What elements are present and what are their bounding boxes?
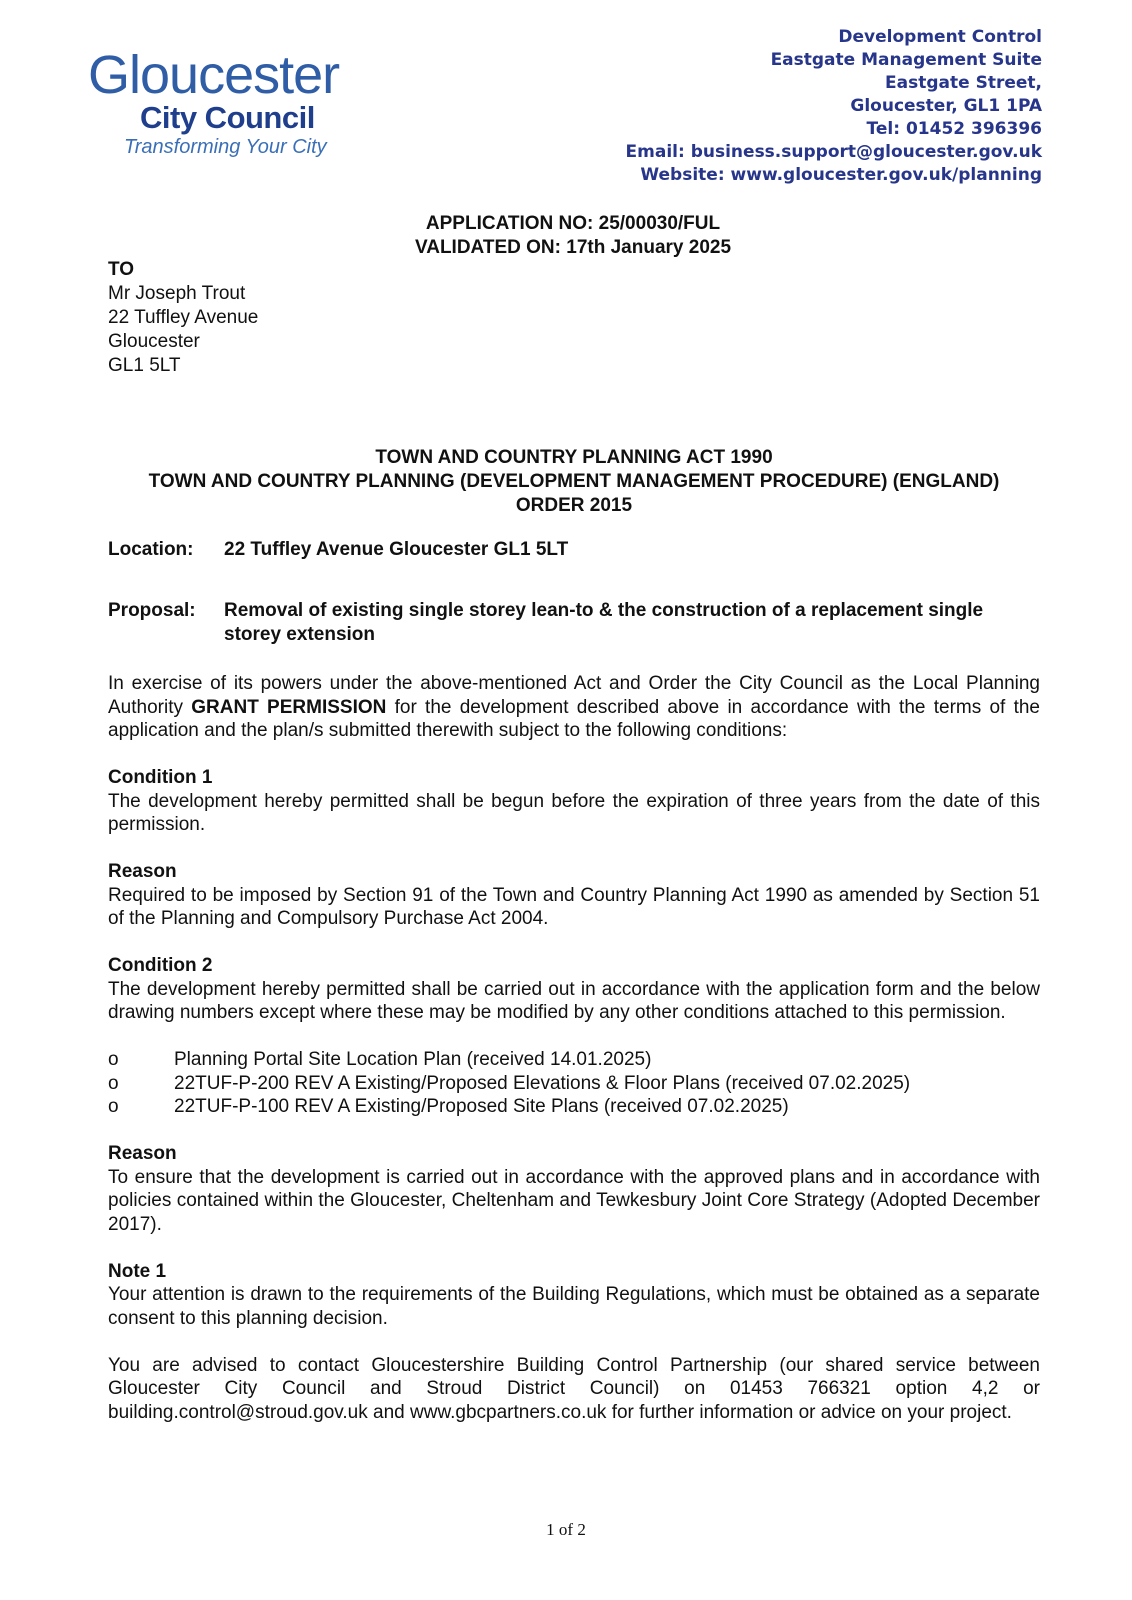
logo-line-1: Gloucester — [88, 45, 340, 105]
intro-text-start: In exercise of its powers under the above-mentioned Act and Order the City Council as the Local Planning Authority — [108, 673, 1040, 718]
recipient-label: TO — [108, 259, 135, 280]
condition-2-text: The development hereby permitted shall be carried out in accordance with the application form and the below drawing numbers except where these may be modified by any other conditions attached to this permission. — [108, 978, 1040, 1023]
condition-1-text: The development hereby permitted shall be begun before the expiration of three years from the date of this permission. — [108, 790, 1040, 835]
council-logo — [88, 45, 388, 160]
logo-tagline: Transforming Your City — [124, 136, 327, 158]
act-title: TOWN AND COUNTRY PLANNING ACT 1990 — [375, 447, 773, 468]
bullet: o — [108, 1096, 119, 1117]
recipient-address — [108, 258, 258, 378]
logo-line-2: City Council — [140, 100, 315, 135]
reason-1-text: Required to be imposed by Section 91 of the Town and Country Planning Act 1990 as amended by Section 51 of the Planning and Compulsory Purchase Act 2004. — [108, 884, 1040, 929]
order-title: TOWN AND COUNTRY PLANNING (DEVELOPMENT MANAGEMENT PROCEDURE) (ENGLAND) — [148, 471, 1000, 492]
recipient-postcode: GL1 5LT — [108, 355, 181, 376]
condition-1-heading: Condition 1 — [108, 767, 213, 788]
location-value: 22 Tuffley Avenue Gloucester GL1 5LT — [224, 539, 569, 560]
office-suite: Eastgate Management Suite — [770, 50, 1042, 70]
list-item — [108, 1048, 1040, 1072]
page-number: 1 of 2 — [546, 1520, 586, 1539]
reason-2-heading: Reason — [108, 1143, 177, 1164]
decision-body — [108, 672, 1040, 1448]
drawing-item-text: 22TUF-P-200 REV A Existing/Proposed Elevations & Floor Plans (received 07.02.2025) — [174, 1072, 911, 1094]
list-item — [108, 1072, 1040, 1096]
proposal-value: Removal of existing single storey lean-to & the construction of a replacement single storey extension — [224, 600, 984, 645]
note-1-heading: Note 1 — [108, 1260, 167, 1282]
recipient-name: Mr Joseph Trout — [108, 283, 246, 304]
location-label: Location: — [108, 539, 194, 560]
order-year: ORDER 2015 — [515, 495, 633, 516]
proposal-field — [108, 599, 1040, 647]
location-field — [108, 538, 1040, 562]
application-reference — [330, 212, 816, 260]
office-website[interactable]: Website: www.gloucester.gov.uk/planning — [640, 165, 1042, 185]
recipient-street: 22 Tuffley Avenue — [108, 307, 259, 328]
condition-2-heading: Condition 2 — [108, 955, 213, 976]
intro-paragraph — [108, 672, 1040, 743]
legislation-heading — [108, 446, 1040, 518]
office-department: Development Control — [838, 27, 1042, 47]
drawing-item-text: 22TUF-P-100 REV A Existing/Proposed Site Plans (received 07.02.2025) — [174, 1096, 789, 1117]
bullet: o — [108, 1049, 119, 1070]
office-street: Eastgate Street, — [885, 73, 1042, 93]
office-telephone: Tel: 01452 396396 — [866, 119, 1042, 139]
list-item — [108, 1095, 1040, 1119]
bullet: o — [108, 1072, 119, 1094]
office-city: Gloucester, GL1 1PA — [850, 96, 1042, 116]
reason-2-text: To ensure that the development is carried out in accordance with the approved plans and in accordance with policies contained within the Gloucester, Cheltenham and Tewkesbury Joint Core Strategy (Adopted December 2017). — [108, 1166, 1040, 1235]
intro-text-end: for the development described above in accordance with the terms of the application and the plan/s submitted therewith subject to the following conditions: — [108, 696, 1040, 741]
grant-permission-text: GRANT PERMISSION — [191, 696, 387, 718]
building-control-advice: You are advised to contact Gloucestershire Building Control Partnership (our shared service between Gloucester City Council and Stroud District Council) on 01453 766321 option 4,2 or building.control@stroud.gov.uk and www.gbcpartners.co.uk for further information or advice on your project. — [108, 1354, 1040, 1423]
office-contact-block — [626, 26, 1042, 187]
note-1-text: Your attention is drawn to the requirements of the Building Regulations, which must be obtained as a separate consent to this planning decision. — [108, 1284, 1040, 1329]
drawing-item-text: Planning Portal Site Location Plan (received 14.01.2025) — [174, 1049, 652, 1070]
application-number: APPLICATION NO: 25/00030/FUL — [425, 213, 721, 234]
office-email[interactable]: Email: business.support@gloucester.gov.uk — [625, 142, 1042, 162]
validated-date: VALIDATED ON: 17th January 2025 — [414, 237, 732, 258]
recipient-city: Gloucester — [108, 331, 200, 352]
reason-1-heading: Reason — [108, 861, 177, 882]
proposal-label: Proposal: — [108, 600, 196, 621]
drawing-list — [108, 1048, 1040, 1119]
